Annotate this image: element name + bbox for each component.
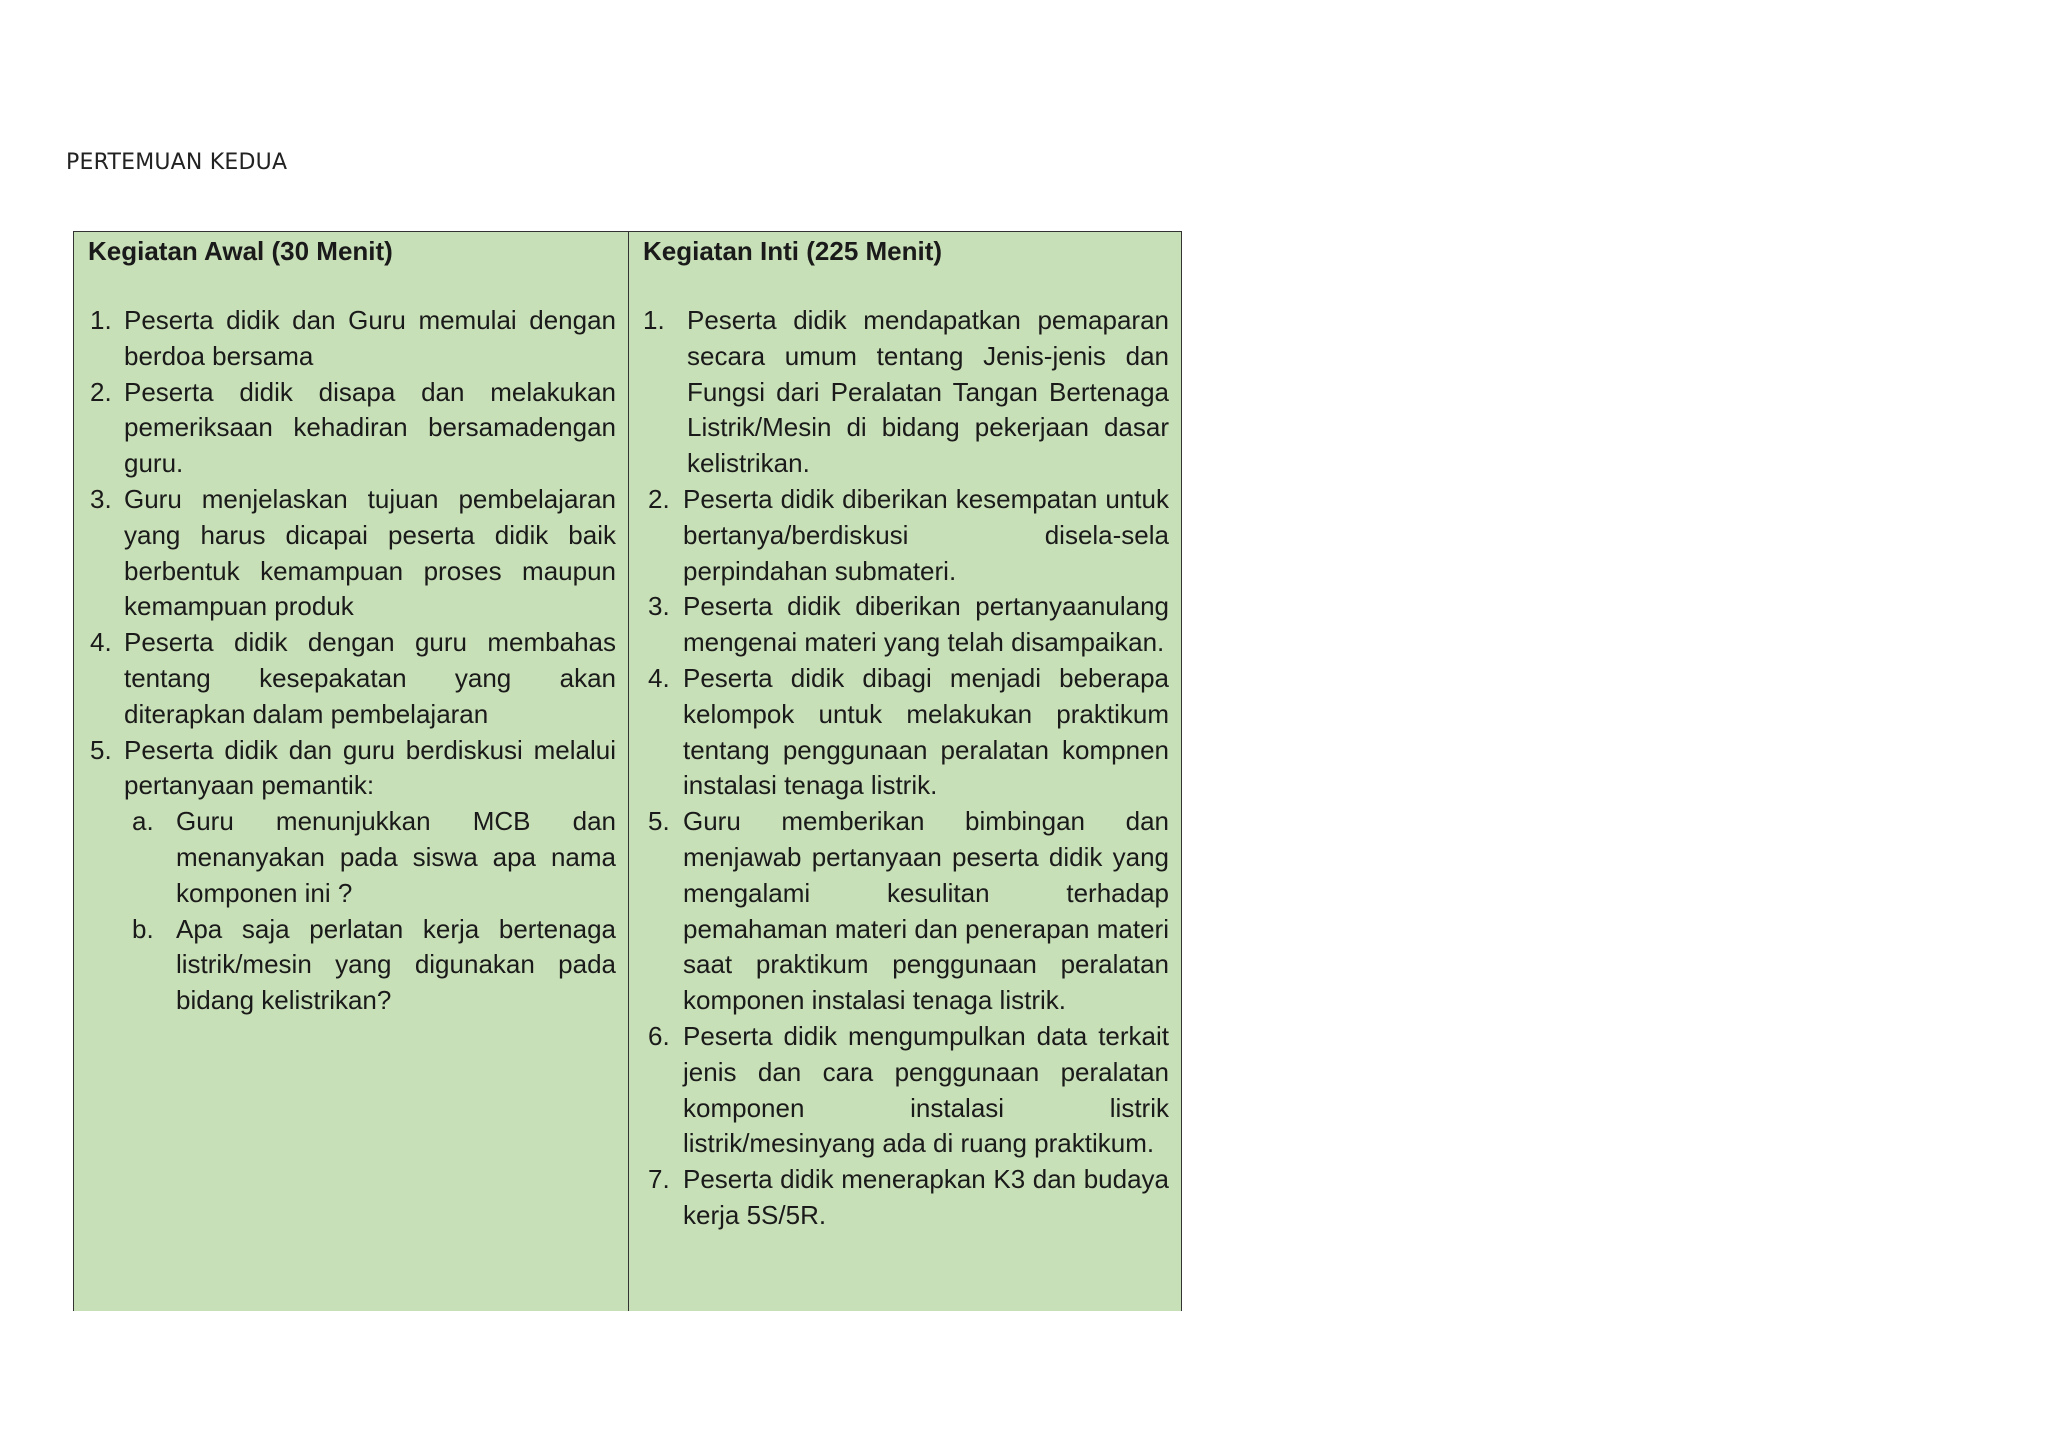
- item-text: Guru menjelaskan tujuan pembelajaran yang harus dicapai peserta didik baik berbentuk kemampuan proses maupun kemampuan produk: [124, 483, 616, 622]
- list-item: [643, 804, 1169, 1019]
- list-item: [88, 625, 616, 732]
- list-item: [643, 303, 1169, 482]
- sub-item-text: Apa saja perlatan kerja bertenaga listrik/mesin yang digunakan pada bidang kelistrikan?: [176, 913, 616, 1016]
- item-number: 3.: [648, 591, 670, 622]
- item-text: Peserta didik dan guru berdiskusi melalui pertanyaan pemantik:: [124, 734, 616, 801]
- item-text: Peserta didik diberikan kesempatan untuk bertanya/berdiskusi disela-sela perpindahan submateri.: [683, 483, 1169, 586]
- kegiatan-awal-list: [88, 303, 616, 1019]
- item-number: 2.: [648, 483, 670, 514]
- item-number: 1.: [90, 305, 112, 335]
- list-item: [643, 482, 1169, 589]
- kegiatan-inti-title: Kegiatan Inti (225 Menit): [643, 236, 943, 266]
- sub-list-item: [124, 804, 616, 911]
- pertanyaan-pemantik-list: [124, 804, 616, 1019]
- kegiatan-inti-column: [629, 232, 1181, 1311]
- item-number: 4.: [648, 662, 670, 693]
- page-heading: PERTEMUAN KEDUA: [66, 150, 288, 175]
- kegiatan-awal-column: [74, 232, 629, 1311]
- item-text: Peserta didik dan Guru memulai dengan berdoa bersama: [124, 305, 616, 371]
- item-text: Guru memberikan bimbingan dan menjawab pertanyaan peserta didik yang mengalami kesulitan terhadap pemahaman materi dan penerapan materi saat praktikum penggunaan peralatan komponen instalasi tenaga listrik.: [683, 806, 1169, 1016]
- list-item: [88, 482, 616, 625]
- list-item: [643, 1019, 1169, 1162]
- item-number: 3.: [90, 483, 112, 514]
- sub-item-letter: a.: [132, 806, 154, 837]
- item-text: Peserta didik mendapatkan pemaparan secara umum tentang Jenis-jenis dan Fungsi dari Peralatan Tangan Bertenaga Listrik/Mesin di bidang pekerjaan dasar kelistrikan.: [687, 305, 1169, 479]
- kegiatan-awal-title: Kegiatan Awal (30 Menit): [88, 236, 393, 266]
- list-item: [88, 303, 616, 375]
- list-item: [643, 589, 1169, 661]
- list-item: [643, 661, 1169, 804]
- kegiatan-inti-list: [643, 303, 1169, 1234]
- sub-item-text: Guru menunjukkan MCB dan menanyakan pada siswa apa nama komponen ini ?: [176, 806, 616, 908]
- list-item: [643, 1162, 1169, 1234]
- item-text: Peserta didik dibagi menjadi beberapa kelompok untuk melakukan praktikum tentang penggunaan peralatan kompnen instalasi tenaga listrik.: [683, 662, 1169, 801]
- item-text: Peserta didik menerapkan K3 dan budaya kerja 5S/5R.: [683, 1164, 1169, 1230]
- activity-table: [73, 231, 1182, 1311]
- sub-item-letter: b.: [132, 913, 154, 944]
- item-number: 2.: [90, 376, 112, 407]
- item-number: 7.: [648, 1164, 670, 1195]
- list-item: [88, 375, 616, 482]
- item-number: 5.: [90, 734, 112, 765]
- item-text: Peserta didik diberikan pertanyaanulang mengenai materi yang telah disampaikan.: [683, 591, 1169, 658]
- item-text: Peserta didik disapa dan melakukan pemeriksaan kehadiran bersamadengan guru.: [124, 376, 616, 479]
- item-text: Peserta didik dengan guru membahas tentang kesepakatan yang akan diterapkan dalam pembelajaran: [124, 627, 616, 729]
- item-number: 4.: [90, 627, 112, 658]
- item-number: 5.: [648, 806, 670, 837]
- list-item: [88, 733, 616, 1019]
- item-number: 6.: [648, 1020, 670, 1051]
- sub-list-item: [124, 912, 616, 1019]
- item-text: Peserta didik mengumpulkan data terkait jenis dan cara penggunaan peralatan komponen instalasi listrik listrik/mesinyang ada di ruang praktikum.: [683, 1020, 1169, 1159]
- item-number: 1.: [643, 305, 665, 335]
